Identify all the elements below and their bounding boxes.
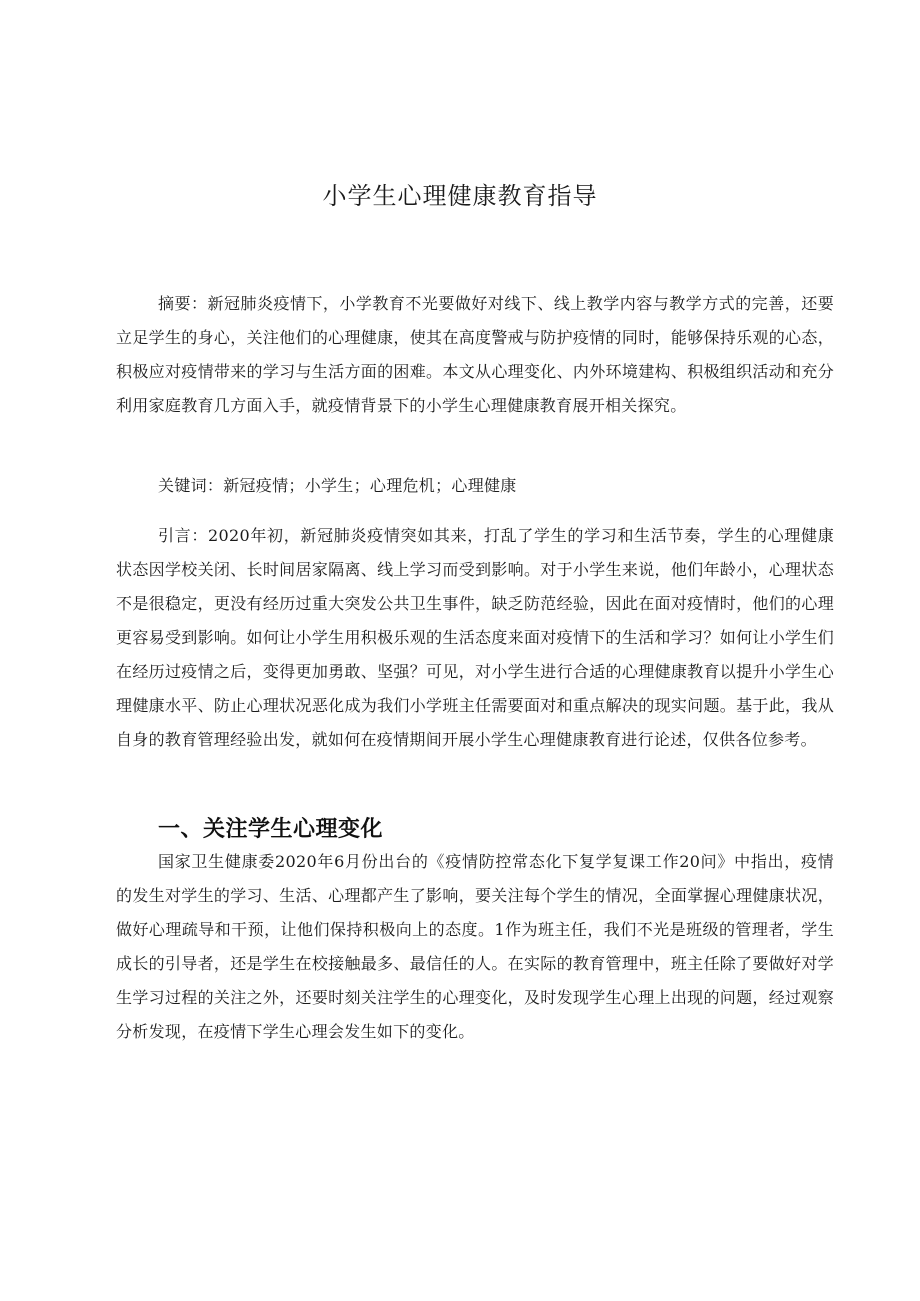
section-1-paragraph: 国家卫生健康委2020年6月份出台的《疫情防控常态化下复学复课工作20问》中指出，疫情的发生对学生的学习、生活、心理都产生了影响，要关注每个学生的情况，全面掌握心理健康状况，做好心理疏导和干预，让他们保持积极向上的态度。1作为班主任，我们不光是班级的管理者，学生成长的引导者，还是学生在校接触最多、最信任的人。在实际的教育管理中，班主任除了要做好对学生学习过程的关注之外，还要时刻关注学生的心理变化，及时发现学生心理上出现的问题，经过观察分析发现，在疫情下学生心理会发生如下的变化。 [116,852,834,1041]
introduction-paragraph: 引言：2020年初，新冠肺炎疫情突如其来，打乱了学生的学习和生活节奏，学生的心理健康状态因学校关闭、长时间居家隔离、线上学习而受到影响。对于小学生来说，他们年龄小，心理状态不是很稳定，更没有经历过重大突发公共卫生事件，缺乏防范经验，因此在面对疫情时，他们的心理更容易受到影响。如何让小学生用积极乐观的生活态度来面对疫情下的生活和学习？如何让小学生们在经历过疫情之后，变得更加勇敢、坚强？可见，对小学生进行合适的心理健康教育以提升小学生心理健康水平、防止心理状况恶化成为我们小学班主任需要面对和重点解决的现实问题。基于此，我从自身的教育管理经验出发，就如何在疫情期间开展小学生心理健康教育进行论述，仅供各位参考。 [116,526,834,749]
abstract-paragraph: 摘要：新冠肺炎疫情下，小学教育不光要做好对线下、线上教学内容与教学方式的完善，还要立足学生的身心，关注他们的心理健康，使其在高度警戒与防护疫情的同时，能够保持乐观的心态，积极应对疫情带来的学习与生活方面的困难。本文从心理变化、内外环境建构、积极组织活动和充分利用家庭教育几方面入手，就疫情背景下的小学生心理健康教育展开相关探究。 [116,294,834,415]
document-title: 小学生心理健康教育指导 [322,182,598,210]
keywords-paragraph: 关键词：新冠疫情；小学生；心理危机；心理健康 [158,476,517,495]
section-heading-1: 一、关注学生心理变化 [158,817,384,842]
